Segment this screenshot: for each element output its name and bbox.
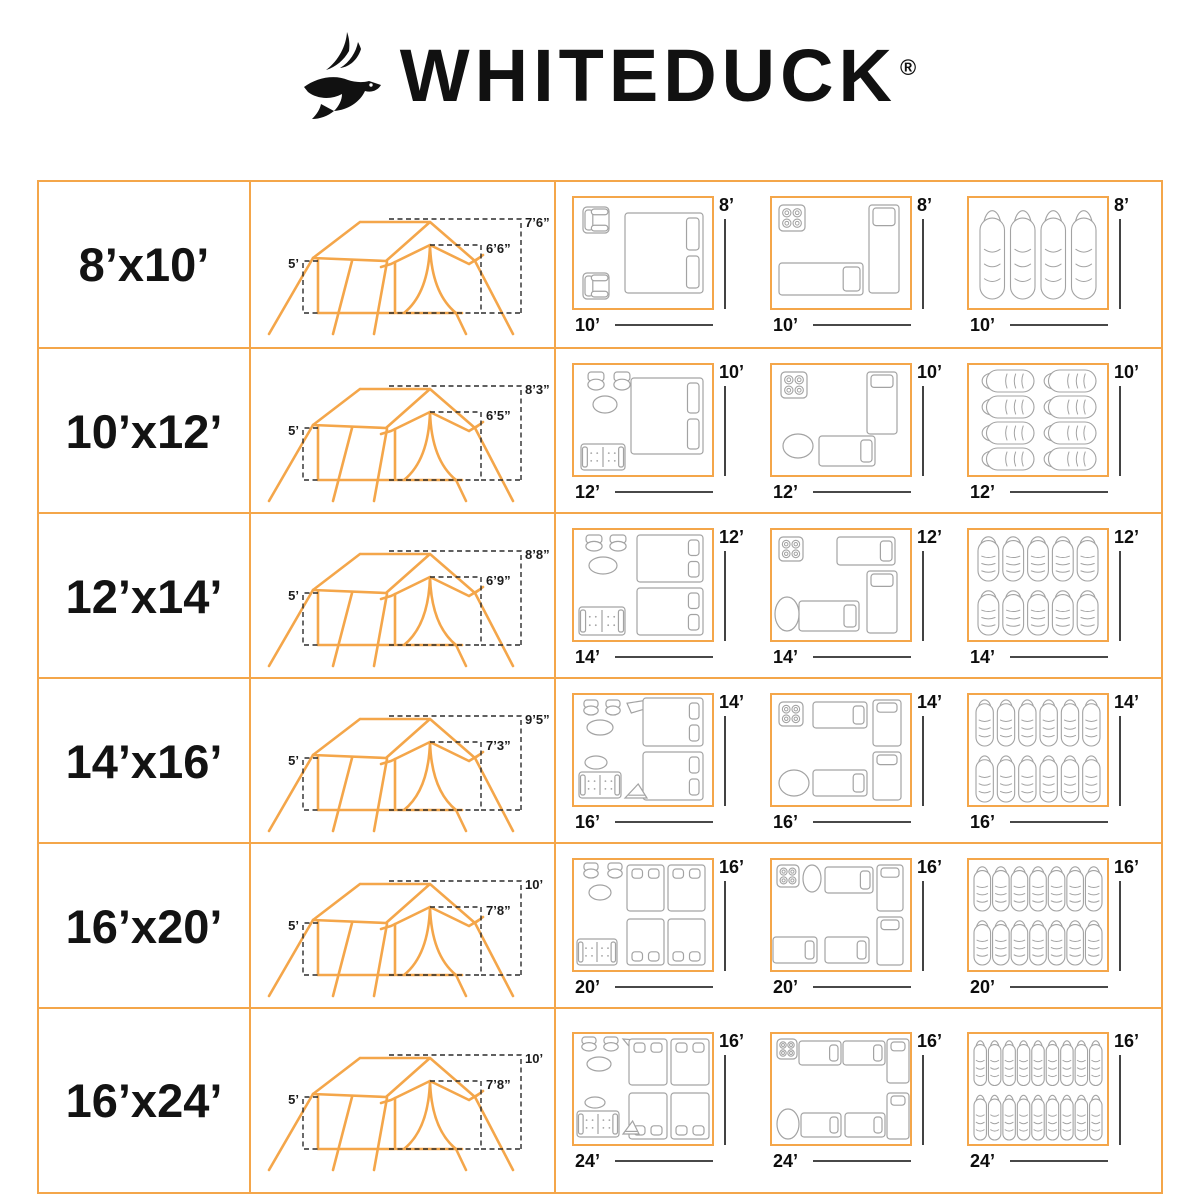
single-bed (877, 917, 903, 965)
plans-cell (554, 844, 1161, 1009)
brand-name-text: WHITEDUCK (399, 34, 897, 117)
size-cell (39, 679, 249, 844)
plan-height-label: 12’ (916, 527, 942, 547)
tent-diagram (253, 1018, 553, 1183)
size-cell (39, 349, 249, 514)
queen-bed (671, 1039, 709, 1085)
duck-icon (284, 30, 384, 122)
single-bed (887, 1039, 909, 1083)
chair (604, 1037, 618, 1051)
chair (608, 863, 622, 878)
plan-height-label: 16’ (1113, 857, 1139, 877)
single-bed (819, 436, 875, 466)
tent-cell (249, 844, 554, 1009)
tent-cell (249, 182, 554, 347)
single-bed (801, 1113, 841, 1137)
plan-width-label: 16’ (772, 812, 798, 832)
single-bed (799, 601, 859, 631)
queen-bed (625, 213, 703, 293)
single-bed (813, 770, 867, 796)
floor-plan-beds (761, 680, 957, 843)
single-bed (873, 700, 901, 746)
plan-height-label: 14’ (719, 692, 745, 712)
tent-wall-height-label: 5’ (287, 918, 299, 933)
floor-plan-sleeping-bags (958, 845, 1154, 1008)
chair (586, 535, 602, 551)
plans-cell (554, 182, 1161, 347)
plan-height-label: 10’ (1113, 362, 1139, 382)
tent-outer-peak-label: 10’ (524, 1051, 543, 1066)
plan-width-label: 16’ (969, 812, 995, 832)
oval-table (587, 720, 613, 735)
plan-height-label: 10’ (916, 362, 942, 382)
floor-plan-sleeping-bags (958, 515, 1154, 678)
tent-inner-peak-label: 7’8” (485, 1077, 511, 1092)
chair (588, 372, 604, 390)
floor-plan-beds (761, 1019, 957, 1182)
tent-cell (249, 349, 554, 514)
queen-bed (668, 865, 705, 911)
floor-plan-sleeping-bags (958, 350, 1154, 513)
size-cell (39, 182, 249, 347)
table-row-8x10 (39, 182, 1161, 347)
plans-cell (554, 679, 1161, 844)
floor-plan-lounge (563, 515, 759, 678)
queen-bed (627, 919, 664, 965)
single-bed (813, 702, 867, 728)
plan-width-label: 14’ (772, 647, 798, 667)
single-bed (779, 263, 863, 295)
tent-cell (249, 1009, 554, 1192)
stove (779, 702, 803, 726)
floor-plan-sleeping-bags (958, 183, 1154, 346)
plan-height-label: 12’ (1113, 527, 1139, 547)
queen-bed (668, 919, 705, 965)
plan-width-label: 24’ (772, 1151, 798, 1171)
size-label: 12’x14’ (65, 570, 223, 623)
sofa (577, 939, 617, 965)
table-row-10x12 (39, 347, 1161, 512)
queen-bed (629, 1039, 667, 1085)
queen-bed (631, 378, 703, 454)
queen-bed (643, 752, 703, 800)
floor-plan-beds (761, 183, 957, 346)
brand-logo (0, 30, 1200, 122)
single-bed (837, 537, 895, 565)
table-row-16x24 (39, 1007, 1161, 1192)
single-bed (825, 867, 873, 893)
plan-height-label: 16’ (719, 1031, 745, 1051)
tent-inner-peak-label: 6’6” (485, 241, 511, 256)
tent-diagram (253, 349, 553, 514)
plans-cell (554, 349, 1161, 514)
plan-height-label: 16’ (719, 857, 745, 877)
single-bed (873, 752, 901, 800)
tent-inner-peak-label: 7’3” (485, 738, 511, 753)
stove (777, 865, 799, 887)
chair (584, 700, 598, 715)
size-cell (39, 844, 249, 1009)
plan-width-label: 14’ (969, 647, 995, 667)
plan-height-label: 10’ (719, 362, 745, 382)
plan-height-label: 14’ (1113, 692, 1139, 712)
chair (584, 863, 598, 878)
chair (614, 372, 630, 390)
chair (582, 1037, 596, 1051)
stove (777, 1039, 797, 1059)
table-row-14x16 (39, 677, 1161, 842)
tent-diagram (253, 182, 553, 347)
tent-inner-peak-label: 6’5” (485, 408, 511, 423)
rug (783, 434, 813, 458)
chair (610, 535, 626, 551)
queen-bed (643, 698, 703, 746)
plan-width-label: 20’ (969, 977, 995, 997)
rug (779, 770, 809, 796)
armchair (583, 273, 609, 299)
tent-cell (249, 679, 554, 844)
floor-plan-beds (761, 515, 957, 678)
rug (775, 597, 799, 631)
floor-plan-lounge (563, 350, 759, 513)
stove (779, 537, 803, 561)
tent-wall-height-label: 5’ (287, 1092, 299, 1107)
rug (585, 756, 607, 769)
single-bed (867, 571, 897, 633)
queen-bed (637, 588, 703, 635)
tent-diagram (253, 844, 553, 1009)
tent-cell (249, 514, 554, 679)
stove (779, 205, 805, 231)
sofa (579, 772, 621, 798)
floor-plan-sleeping-bags (958, 680, 1154, 843)
plan-height-label: 16’ (916, 1031, 942, 1051)
plan-height-label: 8’ (916, 195, 932, 215)
queen-bed (627, 865, 664, 911)
plan-width-label: 20’ (772, 977, 798, 997)
plan-width-label: 12’ (772, 482, 798, 502)
queen-bed (637, 535, 703, 582)
armchair (583, 207, 609, 233)
floor-plan-lounge (563, 845, 759, 1008)
plan-height-label: 12’ (719, 527, 745, 547)
tent-wall-height-label: 5’ (287, 423, 299, 438)
oval-table (587, 1057, 611, 1071)
tent-wall-height-label: 5’ (287, 256, 299, 271)
floor-plan-lounge (563, 1019, 759, 1182)
plan-width-label: 24’ (969, 1151, 995, 1171)
size-cell (39, 1009, 249, 1192)
stove (781, 372, 807, 398)
sofa (579, 607, 625, 635)
tent-inner-peak-label: 7’8” (485, 903, 511, 918)
single-bed (843, 1041, 885, 1065)
plan-height-label: 8’ (719, 195, 735, 215)
tent-inner-peak-label: 6’9” (485, 573, 511, 588)
tent-outer-peak-label: 10’ (524, 877, 543, 892)
plan-height-label: 8’ (1113, 195, 1129, 215)
plan-width-label: 14’ (575, 647, 601, 667)
plan-width-label: 20’ (575, 977, 601, 997)
rug (585, 1097, 605, 1108)
plan-width-label: 24’ (575, 1151, 601, 1171)
floor-plan-lounge (563, 680, 759, 843)
floor-plan-beds (761, 350, 957, 513)
sofa (581, 444, 625, 470)
single-bed (869, 205, 899, 293)
plan-width-label: 16’ (575, 812, 601, 832)
round-table (593, 396, 617, 413)
size-comparison-table (37, 180, 1163, 1194)
plans-cell (554, 1009, 1161, 1192)
plan-height-label: 16’ (1113, 1031, 1139, 1051)
plan-width-label: 12’ (969, 482, 995, 502)
rug (803, 865, 821, 892)
size-label: 14’x16’ (65, 735, 223, 788)
tent-diagram (253, 679, 553, 844)
single-bed (877, 865, 903, 911)
plan-width-label: 12’ (575, 482, 601, 502)
single-bed (867, 372, 897, 434)
size-label: 16’x20’ (65, 900, 223, 953)
floor-plan-lounge (563, 183, 759, 346)
plan-width-label: 10’ (969, 315, 995, 335)
floor-plan-sleeping-bags (958, 1019, 1154, 1182)
plan-width-label: 10’ (772, 315, 798, 335)
tent-outer-peak-label: 7’6” (524, 215, 550, 230)
brand-name (399, 34, 917, 117)
tent-outer-peak-label: 9’5” (524, 712, 550, 727)
single-bed (825, 937, 869, 963)
rug (777, 1109, 799, 1139)
plans-cell (554, 514, 1161, 679)
registered-mark: ® (899, 55, 917, 80)
tent-outer-peak-label: 8’8” (524, 547, 550, 562)
sofa (577, 1111, 619, 1137)
tent-outer-peak-label: 8’3” (524, 382, 550, 397)
size-label: 8’x10’ (78, 238, 210, 291)
size-cell (39, 514, 249, 679)
oval-table (589, 885, 611, 900)
single-bed (845, 1113, 885, 1137)
queen-bed (671, 1093, 709, 1139)
plan-height-label: 14’ (916, 692, 942, 712)
single-bed (799, 1041, 841, 1065)
plan-width-label: 10’ (575, 315, 601, 335)
tent-diagram (253, 514, 553, 679)
tent-wall-height-label: 5’ (287, 588, 299, 603)
table-row-16x20 (39, 842, 1161, 1007)
plan-height-label: 16’ (916, 857, 942, 877)
table-row-12x14 (39, 512, 1161, 677)
single-bed (773, 937, 817, 963)
chair (606, 700, 620, 715)
tent-wall-height-label: 5’ (287, 753, 299, 768)
size-label: 10’x12’ (65, 405, 223, 458)
floor-plan-beds (761, 845, 957, 1008)
size-label: 16’x24’ (65, 1074, 223, 1127)
single-bed (887, 1093, 909, 1139)
oval-table (589, 557, 617, 574)
